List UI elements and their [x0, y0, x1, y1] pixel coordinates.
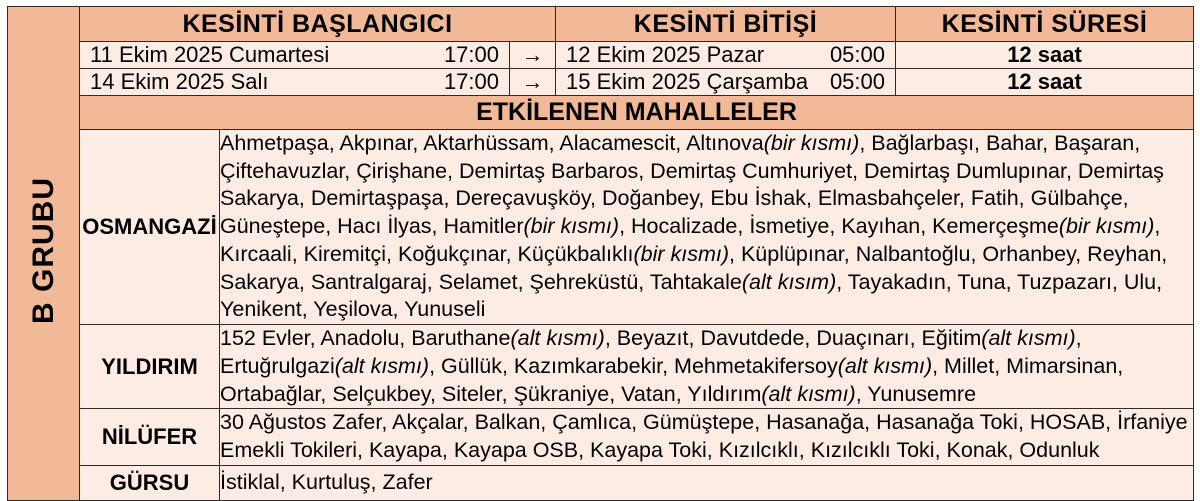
arrow-icon-0: →	[510, 42, 556, 69]
district-neighborhoods-yildirim: 152 Evler, Anadolu, Baruthane(alt kısmı), Beyazıt, Davutdede, Duaçınarı, Eğitim(alt kısmı), Ertuğrulgazi(alt kısmı), Güllük, Kazımkarabekir, Mehmetakifersoy(alt kısmı), Millet, Mimarsinan, Ortabağlar, Selçukbey, Siteler, Şükraniye, Vatan, Yıldırım(alt kısmı), Yunusemre	[220, 325, 1194, 409]
outage-duration-0: 12 saat	[896, 42, 1194, 69]
district-neighborhoods-nilufer: 30 Ağustos Zafer, Akçalar, Balkan, Çamlıca, Gümüştepe, Hasanağa, Hasanağa Toki, HOSAB, İrfaniye Emekli Tokileri, Kayapa, Kayapa OSB, Kayapa Toki, Kızılcıklı, Kızılcıklı Toki, Konak, Odunluk	[220, 409, 1194, 465]
group-cell	[8, 7, 80, 501]
outage-end-0	[556, 42, 896, 69]
group-label: B GRUBU	[26, 177, 60, 325]
start-time-0: 17:00	[443, 42, 499, 67]
district-row	[8, 465, 1194, 500]
outage-table	[7, 6, 1194, 501]
outage-start-1	[80, 69, 510, 96]
header-duration: KESİNTİ SÜRESİ	[896, 7, 1194, 42]
affected-neighborhoods-title-row	[8, 96, 1194, 130]
district-name-gursu: GÜRSU	[80, 465, 220, 500]
end-time-0: 05:00	[829, 42, 885, 67]
table-row	[8, 69, 1194, 96]
affected-neighborhoods-title: ETKİLENEN MAHALLELER	[80, 96, 1194, 130]
table-header-row	[8, 7, 1194, 42]
outage-duration-1: 12 saat	[896, 69, 1194, 96]
header-start: KESİNTİ BAŞLANGICI	[80, 7, 556, 42]
district-name-osmangazi: OSMANGAZİ	[80, 130, 220, 325]
district-row	[8, 409, 1194, 465]
end-date-0: 12 Ekim 2025 Pazar	[566, 42, 765, 67]
outage-start-0	[80, 42, 510, 69]
outage-schedule-sheet	[0, 6, 1200, 493]
district-name-yildirim: YILDIRIM	[80, 325, 220, 409]
district-neighborhoods-gursu: İstiklal, Kurtuluş, Zafer	[220, 465, 1194, 500]
start-time-1: 17:00	[443, 69, 499, 94]
table-row	[8, 42, 1194, 69]
district-neighborhoods-osmangazi: Ahmetpaşa, Akpınar, Aktarhüssam, Alacamescit, Altınova(bir kısmı), Bağlarbaşı, Bahar, Başaran, Çiftehavuzlar, Çirişhane, Demirtaş Barbaros, Demirtaş Cumhuriyet, Demirtaş Dumlupınar, Demirtaş Sakarya, Demirtaşpaşa, Dereçavuşköy, Doğanbey, Ebu İshak, Elmasbahçeler, Fatih, Gülbahçe, Güneştepe, Hacı İlyas, Hamitler(bir kısmı), Hocalizade, İsmetiye, Kayıhan, Kemerçeşme(bir kısmı), Kırcaali, Kiremitçi, Koğukçınar, Küçükbalıklı(bir kısmı), Küplüpınar, Nalbantoğlu, Orhanbey, Reyhan, Sakarya, Santralgaraj, Selamet, Şehreküstü, Tahtakale(alt kısım), Tayakadın, Tuna, Tuzpazarı, Ulu, Yenikent, Yeşilova, Yunuseli	[220, 130, 1194, 325]
start-date-1: 14 Ekim 2025 Salı	[90, 69, 269, 94]
end-date-1: 15 Ekim 2025 Çarşamba	[566, 69, 809, 94]
arrow-icon-1: →	[510, 69, 556, 96]
district-row	[8, 325, 1194, 409]
header-end: KESİNTİ BİTİŞİ	[556, 7, 896, 42]
district-name-nilufer: NİLÜFER	[80, 409, 220, 465]
district-row	[8, 130, 1194, 325]
outage-end-1	[556, 69, 896, 96]
start-date-0: 11 Ekim 2025 Cumartesi	[90, 42, 330, 67]
end-time-1: 05:00	[829, 69, 885, 94]
